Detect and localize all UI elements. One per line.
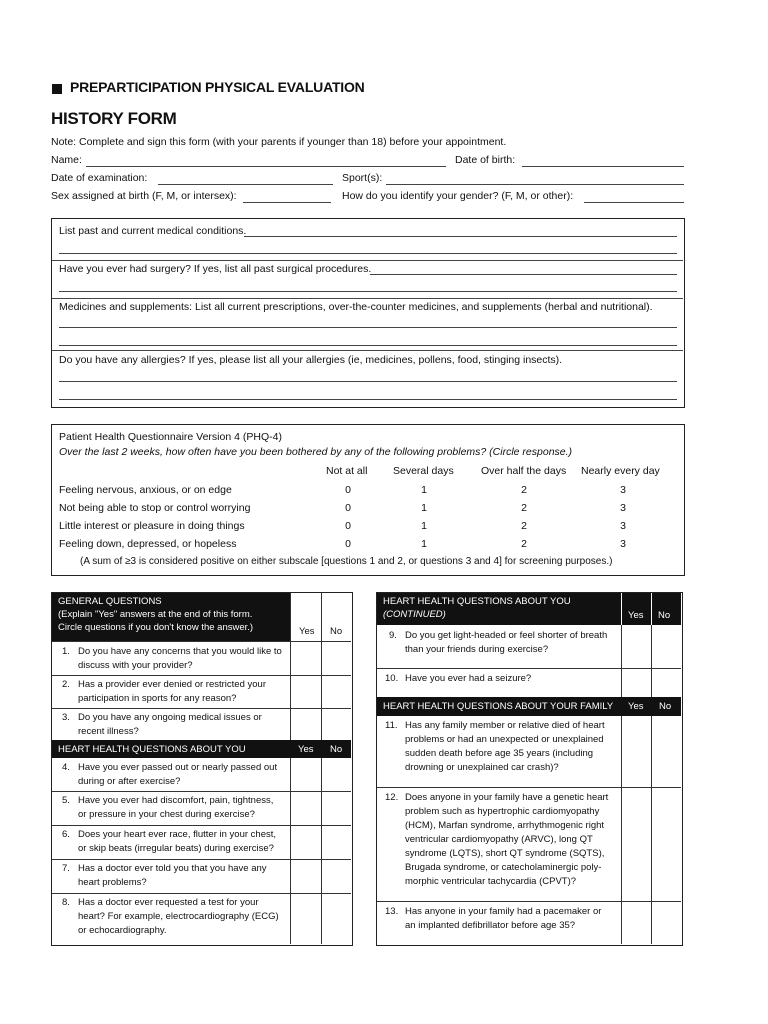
question-text: or skip beats (irregular beats) during exercise?: [78, 843, 274, 854]
heart-you-header: [52, 740, 351, 758]
question-text: drowning or unexplained car crash)?: [405, 762, 559, 773]
no-column-divider: [651, 625, 652, 697]
phq4-col-several-days: Several days: [393, 465, 454, 477]
phq4-option[interactable]: 0: [345, 538, 351, 550]
question-number: 9.: [389, 630, 397, 641]
question-number: 3.: [62, 712, 70, 723]
question-number: 1.: [62, 646, 70, 657]
heart-you-header-text: HEART HEALTH QUESTIONS ABOUT YOU: [58, 744, 246, 755]
yes-label: Yes: [298, 744, 314, 755]
phq4-option[interactable]: 2: [521, 538, 527, 550]
general-header-line: (Explain "Yes" answers at the end of this form.: [58, 609, 253, 620]
yes-col-header: [621, 593, 651, 625]
question-text: Has a doctor ever told you that you have any: [78, 863, 267, 874]
phq4-option[interactable]: 2: [521, 502, 527, 514]
question-text: syndrome (LQTS), short QT syndrome (SQTS),: [405, 848, 605, 859]
phq4-title: Patient Health Questionnaire Version 4 (PHQ-4): [59, 431, 282, 443]
yes-column-divider: [621, 625, 622, 697]
surgery-label: Have you ever had surgery? If yes, list all past surgical procedures.: [59, 263, 372, 275]
allergies-field-line2[interactable]: [59, 399, 677, 400]
question-text: heart problems?: [78, 877, 147, 888]
no-label: No: [658, 610, 671, 621]
phq4-col-over-half: Over half the days: [481, 465, 567, 477]
allergies-label: Do you have any allergies? If yes, please list all your allergies (ie, medicines, pollens, food, stinging insects).: [59, 354, 563, 366]
phq4-option[interactable]: 3: [620, 484, 626, 496]
question-number: 7.: [62, 863, 70, 874]
name-field[interactable]: [86, 166, 446, 167]
heart-cont-header-line: (CONTINUED): [383, 609, 446, 620]
row-divider: [52, 641, 351, 642]
phq4-option[interactable]: 3: [620, 538, 626, 550]
phq4-option[interactable]: 3: [620, 520, 626, 532]
section-title: PREPARTICIPATION PHYSICAL EVALUATION: [70, 79, 365, 95]
gender-field[interactable]: [584, 202, 684, 203]
question-text: Does your heart ever race, flutter in your chest,: [78, 829, 277, 840]
phq4-row-label: Little interest or pleasure in doing things: [59, 520, 245, 532]
conditions-field[interactable]: [244, 236, 677, 237]
phq4-box: [51, 424, 685, 576]
question-text: during or after exercise?: [78, 776, 181, 787]
general-header-line: GENERAL QUESTIONS: [58, 596, 162, 607]
phq4-option[interactable]: 2: [521, 484, 527, 496]
yes-label: Yes: [628, 610, 644, 621]
yes-column-divider: [621, 716, 622, 944]
general-questions-table: [51, 592, 353, 946]
no-label: No: [330, 744, 343, 755]
sports-label: Sport(s):: [342, 172, 383, 184]
phq4-instruction: Over the last 2 weeks, how often have you been bothered by any of the following problems? (Circle response.): [59, 446, 573, 458]
row-divider: [52, 791, 351, 792]
row-divider: [52, 893, 351, 894]
question-number: 4.: [62, 762, 70, 773]
dob-field[interactable]: [522, 166, 684, 167]
heart-family-header: [377, 697, 681, 716]
section-square-bullet: [52, 84, 62, 94]
phq4-col-nearly-every-day: Nearly every day: [581, 465, 660, 477]
sports-field[interactable]: [386, 184, 684, 185]
medicines-field[interactable]: [59, 327, 677, 328]
divider: [52, 350, 683, 351]
medicines-label: Medicines and supplements: List all current prescriptions, over-the-counter medicines, and supplements (herbal and nutritional).: [59, 301, 653, 313]
question-text: or pressure in your chest during exercise?: [78, 809, 255, 820]
yes-label: Yes: [628, 701, 644, 712]
row-divider: [52, 708, 351, 709]
question-text: (HCM), Marfan syndrome, arrhythmogenic right: [405, 820, 605, 831]
question-text: ventricular cardiomyopathy (ARVC), long QT: [405, 834, 593, 845]
question-number: 5.: [62, 795, 70, 806]
question-number: 2.: [62, 679, 70, 690]
question-text: sudden death before age 35 years (including: [405, 748, 594, 759]
name-label: Name:: [51, 154, 82, 166]
question-number: 8.: [62, 897, 70, 908]
no-column-divider: [651, 716, 652, 944]
question-text: Have you ever had discomfort, pain, tightness,: [78, 795, 274, 806]
question-number: 11.: [385, 720, 398, 731]
phq4-option[interactable]: 3: [620, 502, 626, 514]
conditions-field-line2[interactable]: [59, 253, 677, 254]
heart-cont-header-line: HEART HEALTH QUESTIONS ABOUT YOU: [383, 596, 571, 607]
phq4-row-label: Feeling down, depressed, or hopeless: [59, 538, 237, 550]
question-text: Does anyone in your family have a genetic heart: [405, 792, 609, 803]
question-number: 10.: [385, 673, 399, 684]
phq4-col-not-at-all: Not at all: [326, 465, 368, 477]
sex-field[interactable]: [243, 202, 331, 203]
question-text: Do you have any concerns that you would like to: [78, 646, 282, 657]
medicines-field-line2[interactable]: [59, 345, 677, 346]
question-text: discuss with your provider?: [78, 660, 193, 671]
question-text: Has any family member or relative died of heart: [405, 720, 605, 731]
form-title: HISTORY FORM: [51, 109, 177, 128]
general-header-line: Circle questions if you don't know the answer.): [58, 622, 254, 633]
phq4-option[interactable]: 1: [421, 502, 427, 514]
no-col-header: [651, 593, 681, 625]
divider: [52, 298, 683, 299]
surgery-field-line2[interactable]: [59, 291, 677, 292]
question-text: Has a doctor ever requested a test for your: [78, 897, 259, 908]
surgery-field[interactable]: [370, 274, 677, 275]
conditions-label: List past and current medical conditions.: [59, 225, 247, 237]
question-text: Have you ever had a seizure?: [405, 673, 532, 684]
question-text: heart? For example, electrocardiography (ECG): [78, 911, 279, 922]
question-number: 12.: [385, 792, 399, 803]
dob-label: Date of birth:: [455, 154, 516, 166]
question-text: recent illness?: [78, 726, 139, 737]
question-text: or echocardiography.: [78, 925, 167, 936]
yes-col-header: [290, 593, 322, 641]
question-number: 6.: [62, 829, 70, 840]
question-text: problems or had an unexpected or unexplained: [405, 734, 604, 745]
divider: [52, 260, 683, 261]
gender-label: How do you identify your gender? (F, M, or other):: [342, 190, 574, 202]
no-label: No: [330, 626, 343, 637]
yes-column-divider: [290, 758, 291, 944]
question-number: 13.: [385, 906, 399, 917]
row-divider: [377, 668, 681, 669]
no-col-header: [321, 593, 352, 641]
question-text: than your friends during exercise?: [405, 644, 549, 655]
question-text: Brugada syndrome, or catecholaminergic poly-: [405, 862, 602, 873]
row-divider: [52, 825, 351, 826]
row-divider: [52, 859, 351, 860]
question-text: participation in sports for any reason?: [78, 693, 237, 704]
phq4-option[interactable]: 1: [421, 484, 427, 496]
heart-family-header-text: HEART HEALTH QUESTIONS ABOUT YOUR FAMILY: [383, 701, 614, 712]
phq4-option[interactable]: 2: [521, 520, 527, 532]
question-text: Do you get light-headed or feel shorter of breath: [405, 630, 608, 641]
phq4-option[interactable]: 1: [421, 538, 427, 550]
heart-health-table: [376, 592, 683, 946]
yes-label: Yes: [299, 626, 315, 637]
no-label: No: [659, 701, 672, 712]
exam-date-label: Date of examination:: [51, 172, 148, 184]
phq4-option[interactable]: 1: [421, 520, 427, 532]
question-text: problem such as hypertrophic cardiomyopathy: [405, 806, 600, 817]
heart-cont-header: [377, 593, 621, 625]
exam-date-field[interactable]: [158, 184, 333, 185]
question-text: Have you ever passed out or nearly passed out: [78, 762, 278, 773]
row-divider: [377, 901, 681, 902]
row-divider: [377, 787, 681, 788]
question-text: an implanted defibrillator before age 35?: [405, 920, 576, 931]
general-questions-header: [52, 593, 290, 641]
phq4-footnote: (A sum of ≥3 is considered positive on either subscale [questions 1 and 2, or questions 3 and 4] for screening purposes.): [80, 556, 613, 567]
no-column-divider: [321, 641, 322, 740]
sex-label: Sex assigned at birth (F, M, or intersex):: [51, 190, 237, 202]
no-column-divider: [321, 758, 322, 944]
phq4-option[interactable]: 0: [345, 484, 351, 496]
phq4-option[interactable]: 0: [345, 502, 351, 514]
form-note: Note: Complete and sign this form (with your parents if younger than 18) before your appointment.: [51, 136, 507, 148]
question-text: Do you have any ongoing medical issues or: [78, 712, 262, 723]
phq4-row-label: Not being able to stop or control worrying: [59, 502, 251, 514]
medical-history-box: [51, 218, 685, 408]
phq4-row-label: Feeling nervous, anxious, or on edge: [59, 484, 232, 496]
row-divider: [52, 675, 351, 676]
question-text: morphic ventricular tachycardia (CPVT)?: [405, 876, 577, 887]
allergies-field[interactable]: [59, 381, 677, 382]
question-text: Has anyone in your family had a pacemaker or: [405, 906, 602, 917]
phq4-option[interactable]: 0: [345, 520, 351, 532]
yes-column-divider: [290, 641, 291, 740]
question-text: Has a provider ever denied or restricted your: [78, 679, 266, 690]
